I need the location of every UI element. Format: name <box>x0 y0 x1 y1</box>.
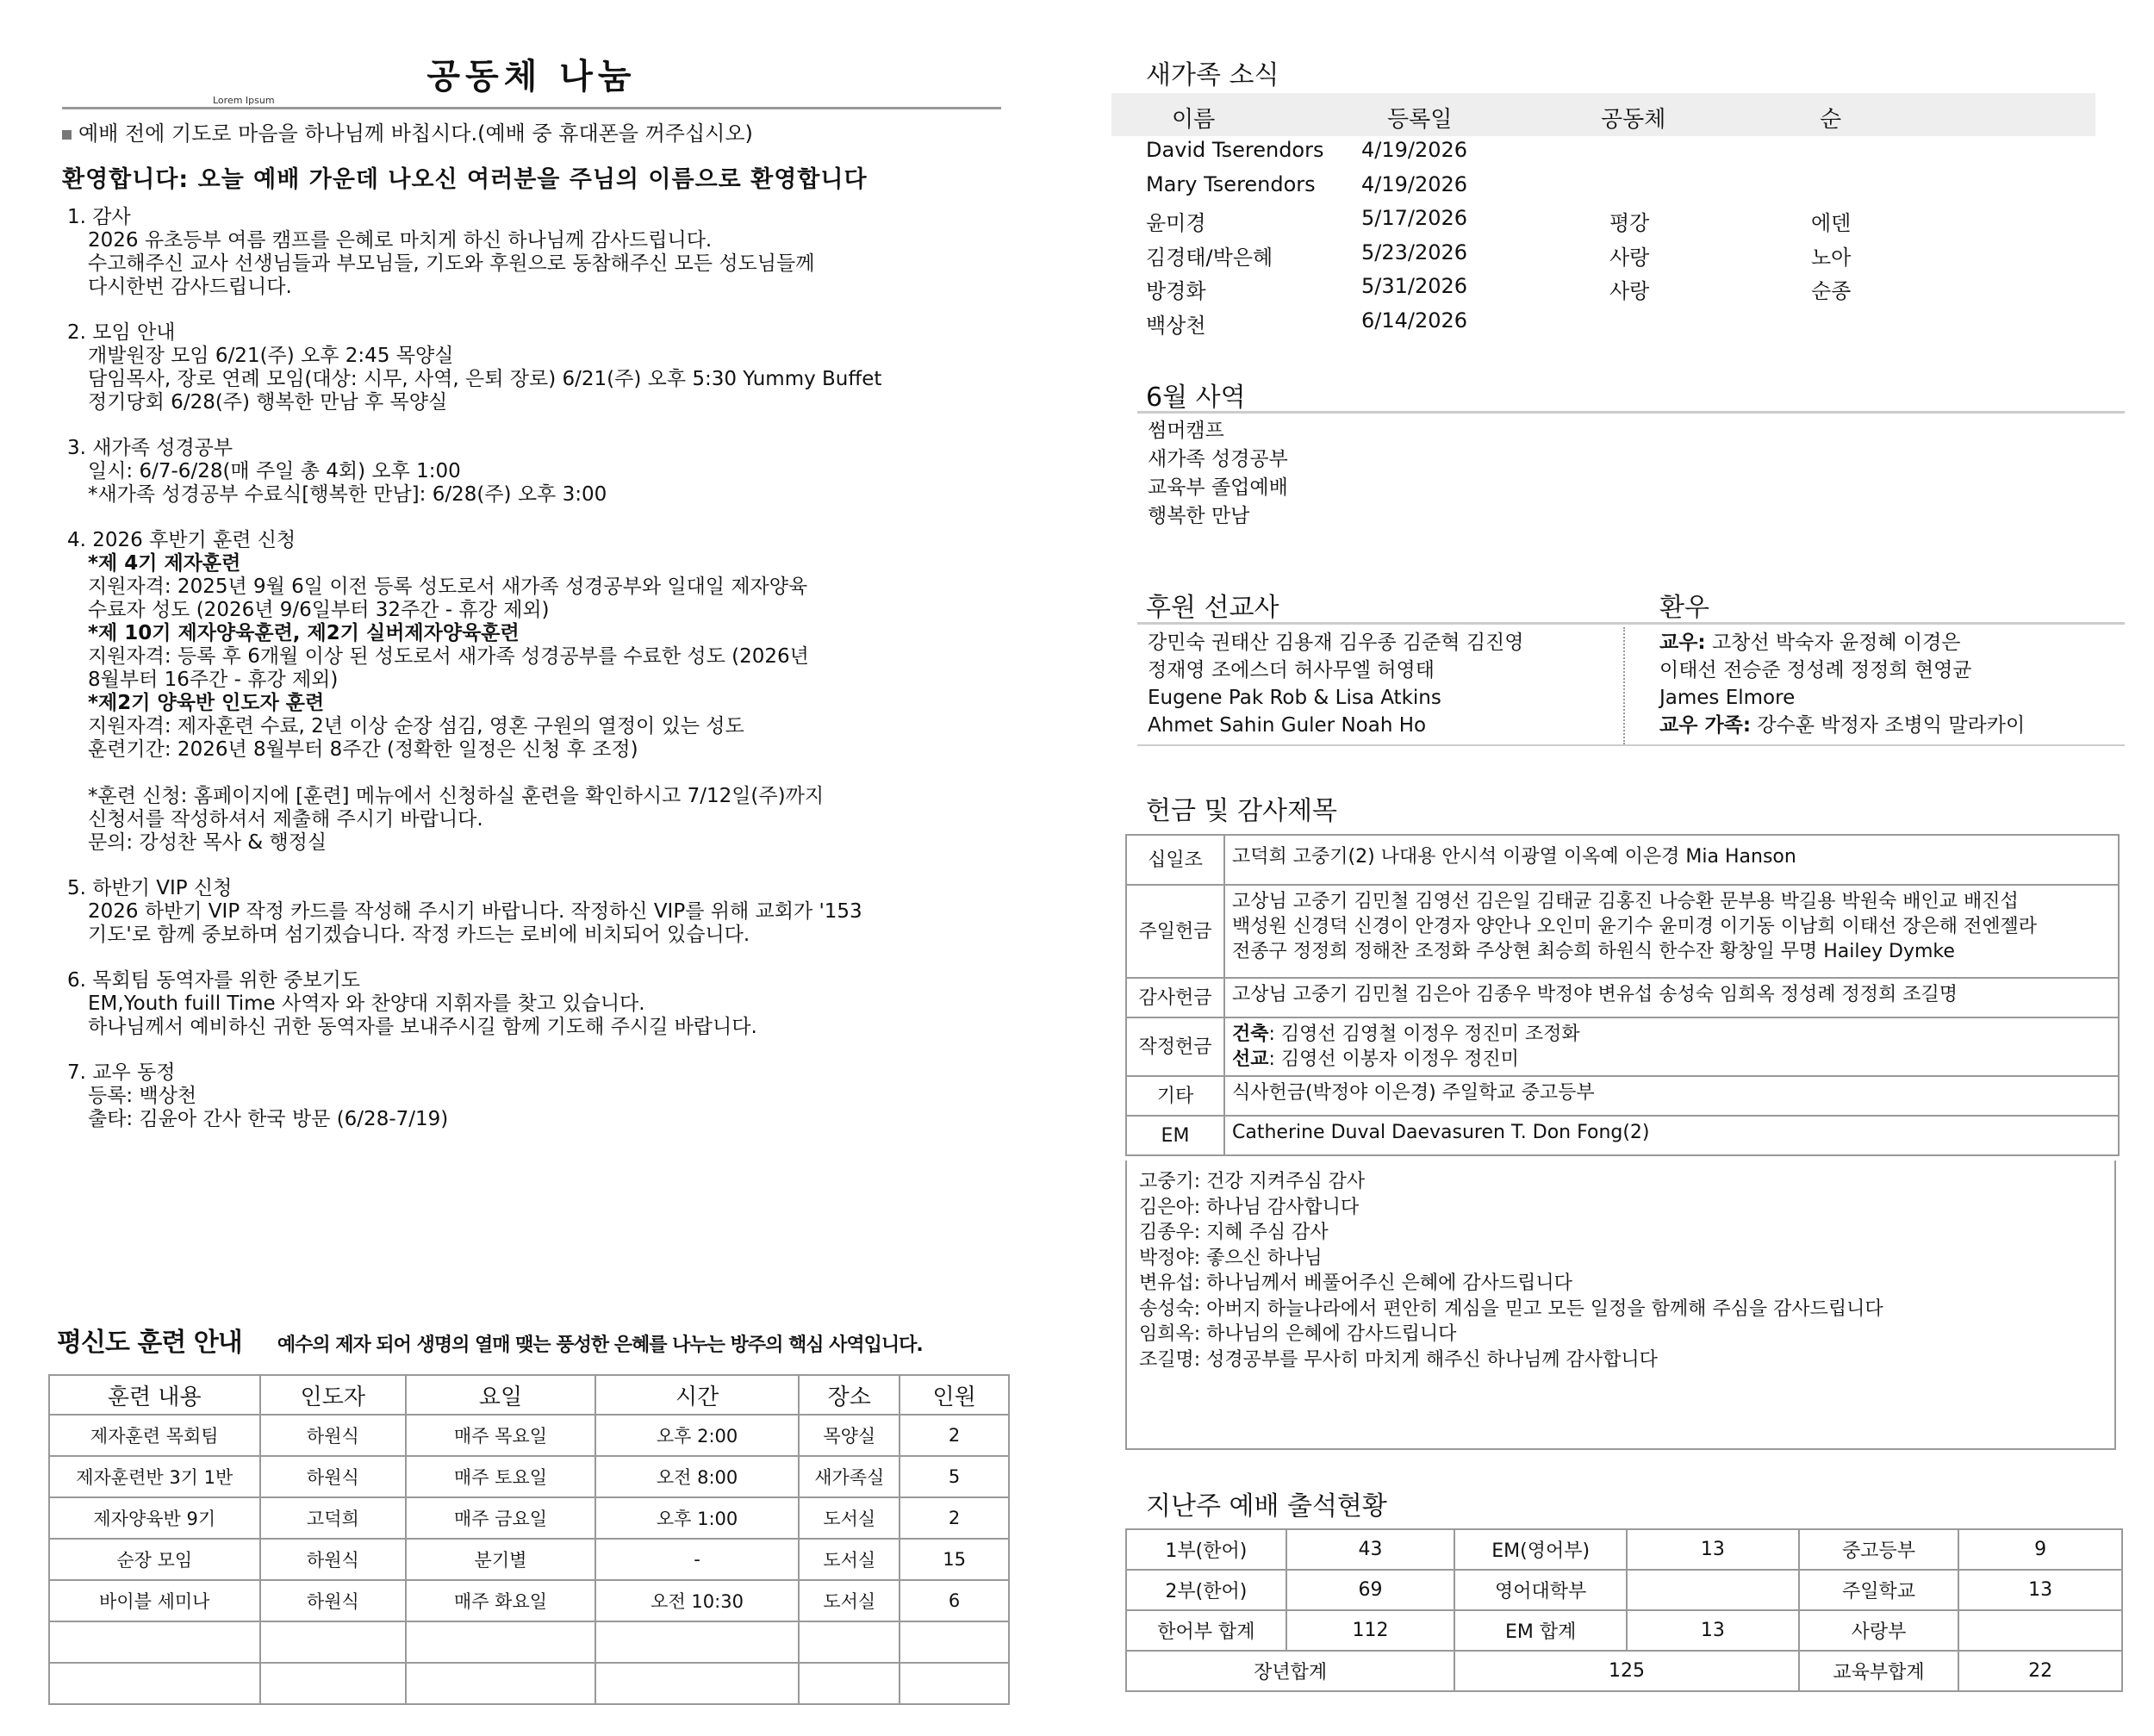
adult-total-label: 장년합계 <box>1126 1651 1454 1691</box>
table-row <box>49 1539 1009 1580</box>
offering-names <box>1224 1017 2119 1076</box>
training-subtitle: 예수의 제자 되어 생명의 열매 맺는 풍성한 은혜를 나누는 방주의 핵심 사역입니다. <box>277 1335 923 1356</box>
missionary-line: 정재영 조에스더 허사무엘 허영태 <box>1148 659 1435 681</box>
announcement-section <box>62 529 1001 855</box>
patients-label-members: 교우: <box>1659 632 1706 654</box>
section-line: 수고해주신 교사 선생님들과 부모님들, 기도와 후원으로 동참해주신 모든 성도님들께 <box>88 252 815 275</box>
new-family-cell: 노아 <box>1811 245 1852 270</box>
announcement-section <box>62 437 1001 507</box>
training-cell: 오후 2:00 <box>595 1415 800 1456</box>
attendance-cell: 중고등부 <box>1799 1529 1959 1570</box>
lorem-caption: Lorem Ipsum <box>213 95 275 106</box>
new-family-header <box>1111 93 2095 136</box>
new-family-cell: 방경화 <box>1146 279 1206 303</box>
june-item: 썸머캠프 <box>1148 420 1224 442</box>
training-cell <box>595 1621 800 1663</box>
new-family-cell: 4/19/2026 <box>1361 138 1468 162</box>
list-item <box>1111 204 2095 239</box>
offering-names <box>1224 835 2119 885</box>
new-family-cell: 사랑 <box>1609 245 1650 270</box>
section-line: 담임목사, 장로 연례 모임(대상: 시무, 사역, 은퇴 장로) 6/21(주) 오후 5:30 Yummy Buffet <box>88 368 882 390</box>
training-cell: 제자훈련반 3기 1반 <box>49 1456 260 1497</box>
offering-category-names: : 김영선 김영철 이정우 정진미 조정화 <box>1268 1024 1580 1045</box>
table-row <box>1126 1610 2122 1651</box>
training-col-header: 훈련 내용 <box>49 1375 260 1415</box>
table-row <box>49 1415 1009 1456</box>
training-table <box>48 1374 1010 1705</box>
table-row <box>1126 1651 2122 1691</box>
offering-line <box>1232 1022 2111 1047</box>
training-cell: 5 <box>900 1456 1009 1497</box>
new-family-title: 새가족 소식 <box>1146 60 1279 90</box>
edu-total-label: 교육부합계 <box>1799 1651 1959 1691</box>
training-cell: 매주 토요일 <box>406 1456 595 1497</box>
list-item <box>1111 136 2095 171</box>
training-cell <box>260 1621 407 1663</box>
training-cell: 순장 모임 <box>49 1539 260 1580</box>
training-cell: 도서실 <box>799 1497 900 1539</box>
adult-total-value: 125 <box>1454 1651 1798 1691</box>
training-col-header: 인원 <box>900 1375 1009 1415</box>
training-cell: 매주 금요일 <box>406 1497 595 1539</box>
section-line: *훈련 신청: 홈페이지에 [훈련] 메뉴에서 신청하실 훈련을 확인하시고 7/12일(주)까지 <box>88 785 825 807</box>
table-row <box>1126 1529 2122 1570</box>
training-cell: 바이블 세미나 <box>49 1580 260 1621</box>
new-family-cell: David Tserendors <box>1146 138 1324 162</box>
patients-members: 고창선 박숙자 윤정혜 이경은 <box>1705 632 1961 654</box>
attendance-cell: 13 <box>1627 1610 1799 1651</box>
missionary-divider <box>1137 622 2125 625</box>
offering-line <box>1232 1047 2111 1072</box>
missionary-line: Ahmet Sahin Guler Noah Ho <box>1148 714 1427 737</box>
training-cell: - <box>595 1539 800 1580</box>
offering-label: EM <box>1126 1116 1224 1155</box>
new-family-cell: 윤미경 <box>1146 211 1206 235</box>
training-cell: 오후 1:00 <box>595 1497 800 1539</box>
header-date: 등록일 <box>1387 107 1453 133</box>
section-line: *새가족 성경공부 수료식[행복한 만남]: 6/28(주) 오후 3:00 <box>88 483 607 506</box>
title-divider <box>62 107 1001 109</box>
thanks-line: 송성숙: 아버지 하늘나라에서 편안히 계심을 믿고 모든 일정을 함께해 주심을 감사드립니다 <box>1139 1297 1883 1320</box>
section-line: 훈련기간: 2026년 8월부터 8주간 (정확한 일정은 신청 후 조정) <box>88 738 638 761</box>
section-heading: 7. 교우 동정 <box>67 1061 176 1084</box>
list-item <box>1111 307 2095 341</box>
attendance-cell: EM(영어부) <box>1454 1529 1627 1570</box>
training-cell: 하원식 <box>260 1580 407 1621</box>
square-bullet-icon <box>62 130 72 140</box>
new-family-cell: 평강 <box>1609 211 1650 235</box>
section-line: EM,Youth fuill Time 사역자 와 찬양대 지휘자를 찾고 있습니다. <box>88 992 645 1015</box>
section-line: 하나님께서 예비하신 귀한 동역자를 보내주시길 함께 기도해 주시길 바랍니다. <box>88 1016 757 1038</box>
offering-line: 백성원 신경덕 신경이 안경자 양안나 오인미 윤기수 윤미경 이기동 이남희 이태선 장은해 전엔젤라 <box>1232 916 2038 937</box>
section-line: 지원자격: 제자훈련 수료, 2년 이상 순장 섬김, 영혼 구원의 열정이 있는 성도 <box>88 715 744 737</box>
section-heading: 1. 감사 <box>67 206 131 228</box>
training-cell: 하원식 <box>260 1539 407 1580</box>
training-cell <box>406 1663 595 1704</box>
section-heading: 3. 새가족 성경공부 <box>67 437 233 459</box>
announcement-section <box>62 877 1001 947</box>
section-line: 8월부터 16주간 - 휴강 제외) <box>88 669 339 691</box>
offering-line: 고덕희 고중기(2) 나대용 안시석 이광열 이옥예 이은경 Mia Hanson <box>1232 846 1796 868</box>
attendance-title: 지난주 예배 출석현황 <box>1146 1491 1387 1521</box>
section-line: *제 10기 제자양육훈련, 제2기 실버제자양육훈련 <box>88 622 520 644</box>
section-line: 개발원장 모임 6/21(주) 오후 2:45 목양실 <box>88 345 454 367</box>
missionary-line: 강민숙 권태산 김용재 김우종 김준혁 김진영 <box>1148 632 1524 654</box>
section-line: 다시한번 감사드립니다. <box>88 276 292 298</box>
new-family-cell: 4/19/2026 <box>1361 171 1468 196</box>
announcement-list <box>62 206 1001 1131</box>
offering-label: 작정헌금 <box>1126 1017 1224 1076</box>
table-row <box>1126 1116 2119 1155</box>
table-row <box>1126 835 2119 885</box>
table-row <box>1126 1076 2119 1116</box>
patients-line-4 <box>1659 712 2025 739</box>
section-line: 기도'로 함께 중보하며 섬기겠습니다. 작정 카드는 로비에 비치되어 있습니다. <box>88 924 750 946</box>
thanks-line: 박정야: 좋으신 하나님 <box>1139 1247 1323 1269</box>
attendance-table <box>1125 1528 2123 1692</box>
attendance-cell: 13 <box>1627 1529 1799 1570</box>
training-cell: 2 <box>900 1497 1009 1539</box>
offering-names <box>1224 978 2119 1017</box>
attendance-cell: 한어부 합계 <box>1126 1610 1286 1651</box>
training-cell: 제자양육반 9기 <box>49 1497 260 1539</box>
attendance-cell: 13 <box>1958 1570 2122 1610</box>
training-cell: 오전 8:00 <box>595 1456 800 1497</box>
list-item <box>1111 272 2095 307</box>
section-line: 지원자격: 등록 후 6개월 이상 된 성도로서 새가족 성경공부를 수료한 성도 (2026년 <box>88 645 809 668</box>
welcome-message: 환영합니다: 오늘 예배 가운데 나오신 여러분을 주님의 이름으로 환영합니다 <box>62 166 868 193</box>
attendance-cell: EM 합계 <box>1454 1610 1627 1651</box>
section-line <box>88 762 1001 785</box>
section-heading: 2. 모임 안내 <box>67 321 176 344</box>
june-item: 교육부 졸업예배 <box>1148 476 1288 499</box>
training-cell: 15 <box>900 1539 1009 1580</box>
training-col-header: 장소 <box>799 1375 900 1415</box>
training-cell <box>595 1663 800 1704</box>
table-row <box>49 1580 1009 1621</box>
missionary-title: 후원 선교사 <box>1146 593 1279 623</box>
training-title: 평신도 훈련 안내 <box>57 1328 242 1358</box>
offering-label: 십일조 <box>1126 835 1224 885</box>
offering-category: 선교 <box>1232 1048 1269 1070</box>
section-line: 문의: 강성찬 목사 & 행정실 <box>88 831 327 854</box>
table-row <box>49 1663 1009 1704</box>
section-line: 일시: 6/7-6/28(매 주일 총 4회) 오후 1:00 <box>88 460 461 482</box>
new-family-cell: Mary Tserendors <box>1146 171 1316 196</box>
offering-names <box>1224 1076 2119 1116</box>
new-family-cell: 김경태/박은혜 <box>1146 245 1273 270</box>
offering-category-names: : 김영선 이봉자 이정우 정진미 <box>1268 1048 1519 1070</box>
announcement-section <box>62 206 1001 299</box>
june-divider <box>1137 411 2125 414</box>
patients-label-family: 교우 가족: <box>1659 714 1752 737</box>
training-cell: 매주 목요일 <box>406 1415 595 1456</box>
offering-line: 고상님 고중기 김민철 김영선 김은일 김태균 김홍진 나승환 문부용 박길용 박원숙 배인교 배진섭 <box>1232 891 2019 912</box>
training-cell: 목양실 <box>799 1415 900 1456</box>
table-row <box>1126 1570 2122 1610</box>
training-cell: 6 <box>900 1580 1009 1621</box>
offering-names <box>1224 885 2119 978</box>
patients-family: 강수훈 박정자 조병익 말라카이 <box>1751 714 2026 737</box>
training-cell <box>260 1663 407 1704</box>
section-heading: 4. 2026 후반기 훈련 신청 <box>67 529 296 551</box>
attendance-cell: 112 <box>1286 1610 1455 1651</box>
thanks-line: 김은아: 하나님 감사합니다 <box>1139 1196 1360 1218</box>
header-cell: 순 <box>1820 107 1842 133</box>
training-cell <box>799 1621 900 1663</box>
june-ministry-title: 6월 사역 <box>1146 383 1246 413</box>
training-cell <box>900 1621 1009 1663</box>
community-sharing-section <box>62 52 1001 1131</box>
training-col-header: 요일 <box>406 1375 595 1415</box>
patients-line-1 <box>1659 629 2025 656</box>
section-line: 2026 하반기 VIP 작정 카드를 작성해 주시기 바랍니다. 작정하신 VIP를 위해 교회가 '153 <box>88 900 862 923</box>
new-family-cell: 순종 <box>1811 279 1852 303</box>
attendance-cell <box>1958 1610 2122 1651</box>
table-row <box>49 1621 1009 1663</box>
offering-table <box>1125 834 2120 1156</box>
new-family-cell: 5/17/2026 <box>1361 206 1468 230</box>
list-item <box>1111 239 2095 273</box>
new-family-cell: 에덴 <box>1811 211 1852 235</box>
thanks-list <box>1125 1160 2116 1450</box>
training-cell: 제자훈련 목회팀 <box>49 1415 260 1456</box>
section-line: 등록: 백상천 <box>88 1085 197 1107</box>
training-cell <box>49 1663 260 1704</box>
training-cell: 새가족실 <box>799 1456 900 1497</box>
table-row <box>49 1497 1009 1539</box>
training-cell: 하원식 <box>260 1415 407 1456</box>
new-family-cell: 6/14/2026 <box>1361 308 1468 333</box>
table-row <box>1126 978 2119 1017</box>
attendance-cell: 9 <box>1958 1529 2122 1570</box>
training-cell: 도서실 <box>799 1539 900 1580</box>
section-line: 신청서를 작성하셔서 제출해 주시기 바랍니다. <box>88 808 483 831</box>
thanks-line: 김종우: 지혜 주심 감사 <box>1139 1222 1329 1243</box>
list-item <box>1111 171 2095 205</box>
section-line: 2026 유초등부 여름 캠프를 은혜로 마치게 하신 하나님께 감사드립니다. <box>88 229 713 252</box>
june-item: 새가족 성경공부 <box>1148 448 1288 470</box>
section-line: 지원자격: 2025년 9월 6일 이전 등록 성도로서 새가족 성경공부와 일대일 제자양육 <box>88 576 808 598</box>
training-cell: 분기별 <box>406 1539 595 1580</box>
training-cell: 매주 화요일 <box>406 1580 595 1621</box>
offering-names <box>1224 1116 2119 1155</box>
attendance-cell: 43 <box>1286 1529 1455 1570</box>
training-cell: 하원식 <box>260 1456 407 1497</box>
training-header <box>57 1321 1013 1358</box>
section-line: 수료자 성도 (2026년 9/6일부터 32주간 - 휴강 제외) <box>88 599 550 621</box>
offering-label: 감사헌금 <box>1126 978 1224 1017</box>
announcement-section <box>62 321 1001 414</box>
thanks-line: 조길명: 성경공부를 무사히 마치게 해주신 하나님께 감사합니다 <box>1139 1348 1658 1371</box>
new-family-cell: 5/23/2026 <box>1361 240 1468 264</box>
june-item: 행복한 만남 <box>1148 505 1250 527</box>
offering-line: 전종구 정정희 정해찬 조정화 주상현 최승희 하원식 한수잔 황창일 무명 Hailey Dymke <box>1232 941 1955 962</box>
offering-line: 고상님 고중기 김민철 김은아 김종우 박정야 변유섭 송성숙 임희옥 정성례 정정희 조길명 <box>1232 984 1958 1005</box>
header-community: 공동체 <box>1601 107 1666 133</box>
training-cell <box>799 1663 900 1704</box>
new-family-cell: 5/31/2026 <box>1361 274 1468 298</box>
table-row <box>1126 885 2119 978</box>
section-line: *제 4기 제자훈련 <box>88 552 241 575</box>
attendance-cell: 영어대학부 <box>1454 1570 1627 1610</box>
missionary-bottom-divider <box>1137 744 2125 746</box>
attendance-cell: 69 <box>1286 1570 1455 1610</box>
training-cell: 2 <box>900 1415 1009 1456</box>
worship-notice <box>62 116 1001 146</box>
patients-title: 환우 <box>1659 593 1709 623</box>
june-ministry-list <box>1148 417 1288 531</box>
thanks-line: 고중기: 건강 지켜주심 감사 <box>1139 1171 1366 1192</box>
edu-total-value: 22 <box>1958 1651 2122 1691</box>
thanks-line: 변유섭: 하나님께서 베풀어주신 은혜에 감사드립니다 <box>1139 1272 1572 1294</box>
attendance-cell: 2부(한어) <box>1126 1570 1286 1610</box>
attendance-cell: 사랑부 <box>1799 1610 1959 1651</box>
offering-line: 식사헌금(박정야 이은경) 주일학교 중고등부 <box>1232 1082 1595 1104</box>
header-name: 이름 <box>1172 107 1216 133</box>
training-cell <box>900 1663 1009 1704</box>
patients-line-3: James Elmore <box>1659 687 1796 709</box>
section-line: 출타: 김윤아 간사 한국 방문 (6/28-7/19) <box>88 1108 449 1130</box>
training-cell: 고덕희 <box>260 1497 407 1539</box>
training-col-header: 시간 <box>595 1375 800 1415</box>
column-divider <box>1623 627 1625 744</box>
section-heading: 5. 하반기 VIP 신청 <box>67 877 233 899</box>
notice-text: 예배 전에 기도로 마음을 하나님께 바칩시다.(예배 중 휴대폰을 꺼주십시오) <box>78 121 753 146</box>
patients-line-2: 이태선 전승준 정성례 정정희 현영균 <box>1659 659 1972 681</box>
training-cell <box>49 1621 260 1663</box>
training-cell: 오전 10:30 <box>595 1580 800 1621</box>
attendance-cell <box>1627 1570 1799 1610</box>
section-line: *제2기 양육반 인도자 훈련 <box>88 692 325 714</box>
page-title: 공동체 나눔 <box>426 57 637 96</box>
offering-line: Catherine Duval Daevasuren T. Don Fong(2) <box>1232 1122 1650 1143</box>
announcement-section <box>62 1061 1001 1131</box>
new-family-cell: 사랑 <box>1609 279 1650 303</box>
section-line: 정기당회 6/28(주) 행복한 만남 후 목양실 <box>88 391 448 414</box>
attendance-cell: 주일학교 <box>1799 1570 1959 1610</box>
section-heading: 6. 목회팀 동역자를 위한 중보기도 <box>67 969 361 992</box>
missionary-list <box>1148 629 1523 739</box>
training-cell <box>406 1621 595 1663</box>
missionary-line: Eugene Pak Rob & Lisa Atkins <box>1148 687 1441 709</box>
offering-label: 주일헌금 <box>1126 885 1224 978</box>
attendance-cell: 1부(한어) <box>1126 1529 1286 1570</box>
training-col-header: 인도자 <box>260 1375 407 1415</box>
announcement-section <box>62 969 1001 1039</box>
table-row <box>49 1456 1009 1497</box>
new-family-cell: 백상천 <box>1146 313 1206 338</box>
patients-list <box>1659 629 2025 739</box>
offering-title: 헌금 및 감사제목 <box>1146 796 1337 826</box>
training-cell: 도서실 <box>799 1580 900 1621</box>
offering-category: 건축 <box>1232 1024 1269 1045</box>
table-row <box>1126 1017 2119 1076</box>
offering-label: 기타 <box>1126 1076 1224 1116</box>
thanks-line: 임희옥: 하나님의 은혜에 감사드립니다 <box>1139 1323 1457 1345</box>
